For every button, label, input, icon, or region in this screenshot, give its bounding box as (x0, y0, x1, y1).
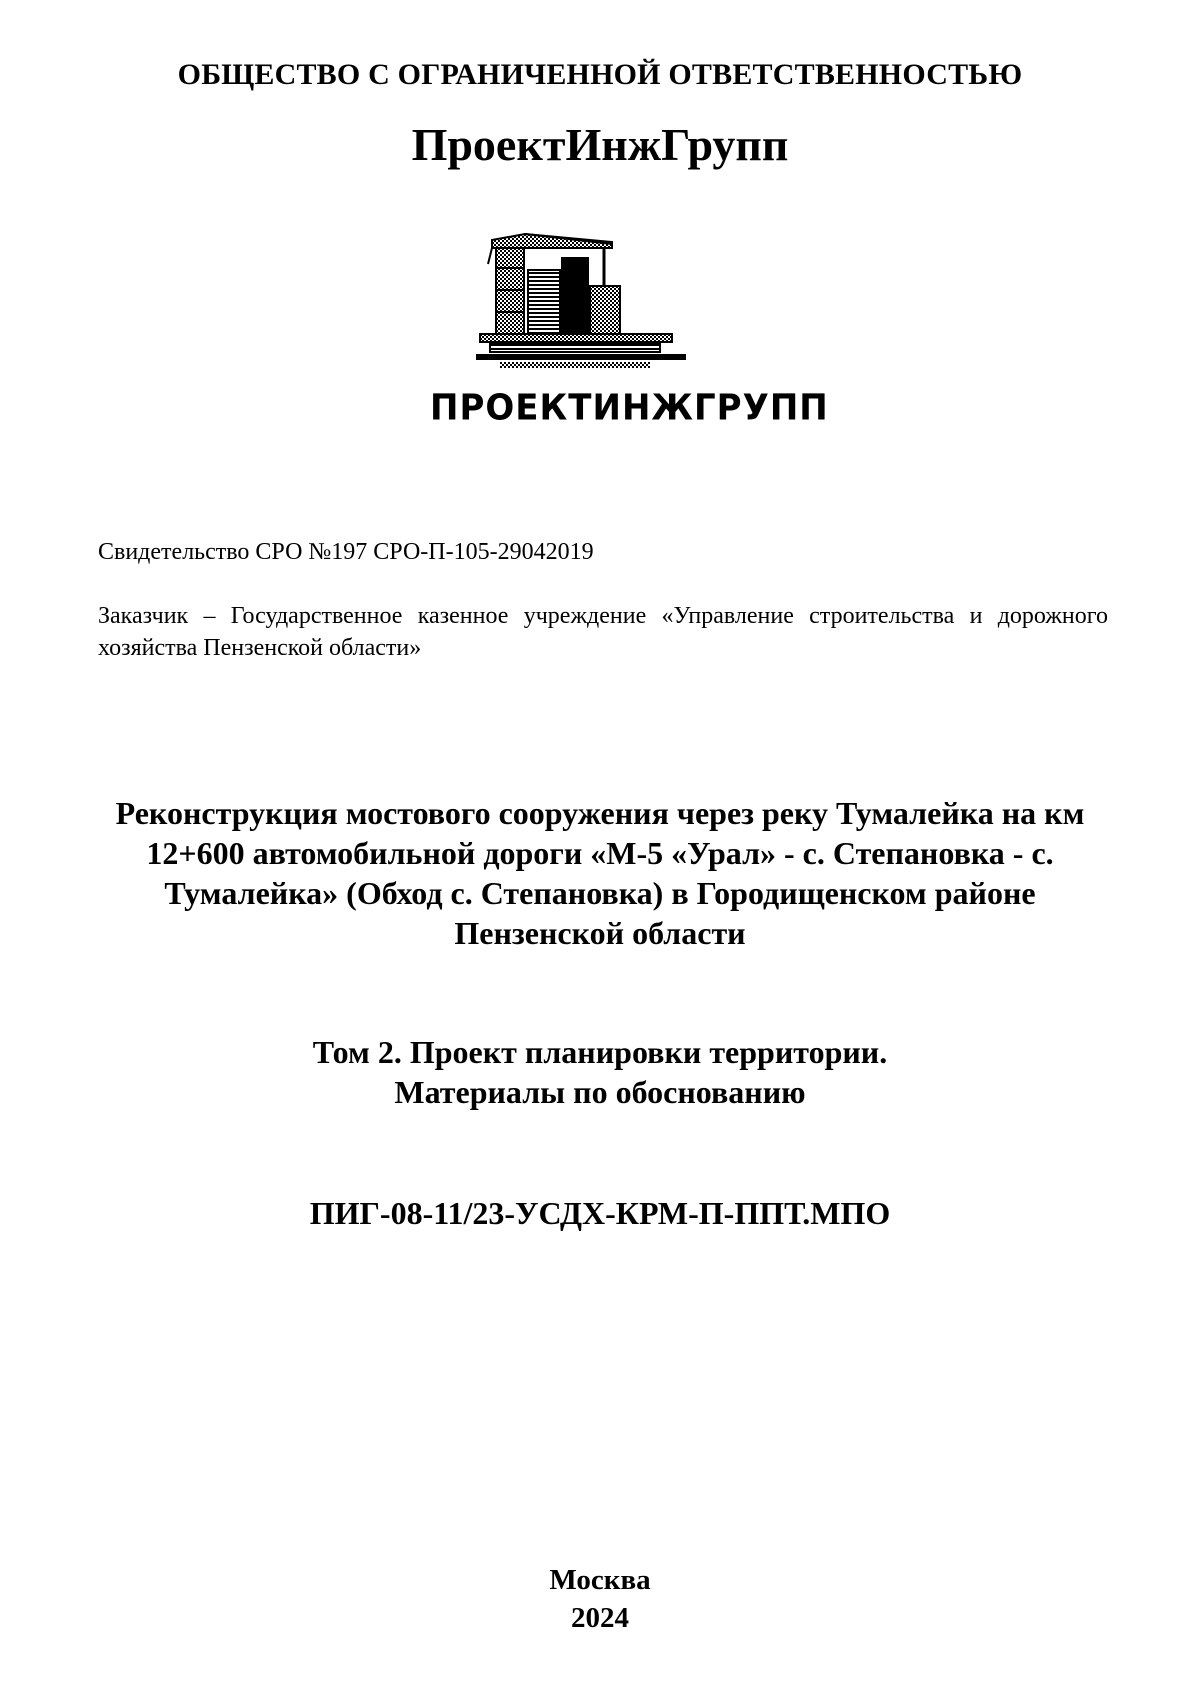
sro-certificate: Свидетельство СРО №197 СРО-П-105-29042019 (98, 539, 594, 565)
organization-type: ОБЩЕСТВО С ОГРАНИЧЕННОЙ ОТВЕТСТВЕННОСТЬЮ (177, 58, 1023, 91)
project-title-line: Пензенской области (454, 915, 746, 951)
project-title-line: Реконструкция мостового сооружения через реку Тумалейка на км (115, 795, 1085, 831)
city: Москва (549, 1564, 651, 1596)
document-code: ПИГ-08-11/23-УСДХ-КРМ-П-ППТ.МПО (309, 1195, 891, 1231)
volume-title (0, 1032, 1200, 1112)
year: 2024 (571, 1602, 629, 1634)
project-title-line: Тумалейка» (Обход с. Степановка) в Городищенском районе (164, 875, 1036, 911)
customer-info: Заказчик – Государственное казенное учреждение «Управление строительства и дорожного хозяйства Пензенской области» (98, 603, 1108, 661)
company-logo (430, 228, 829, 438)
place-and-year (0, 1561, 1200, 1637)
organization-name: ПроектИнжГрупп (411, 119, 789, 170)
volume-title-line: Том 2. Проект планировки территории. (312, 1034, 888, 1070)
volume-title-line: Материалы по обоснованию (394, 1074, 806, 1110)
logo-text: ПРОЕКТИНЖГРУПП (430, 387, 829, 429)
project-title-line: 12+600 автомобильной дороги «М-5 «Урал» - с. Степановка - с. (146, 835, 1054, 871)
crane-building-logo-icon (430, 228, 770, 388)
project-title (40, 793, 1160, 953)
